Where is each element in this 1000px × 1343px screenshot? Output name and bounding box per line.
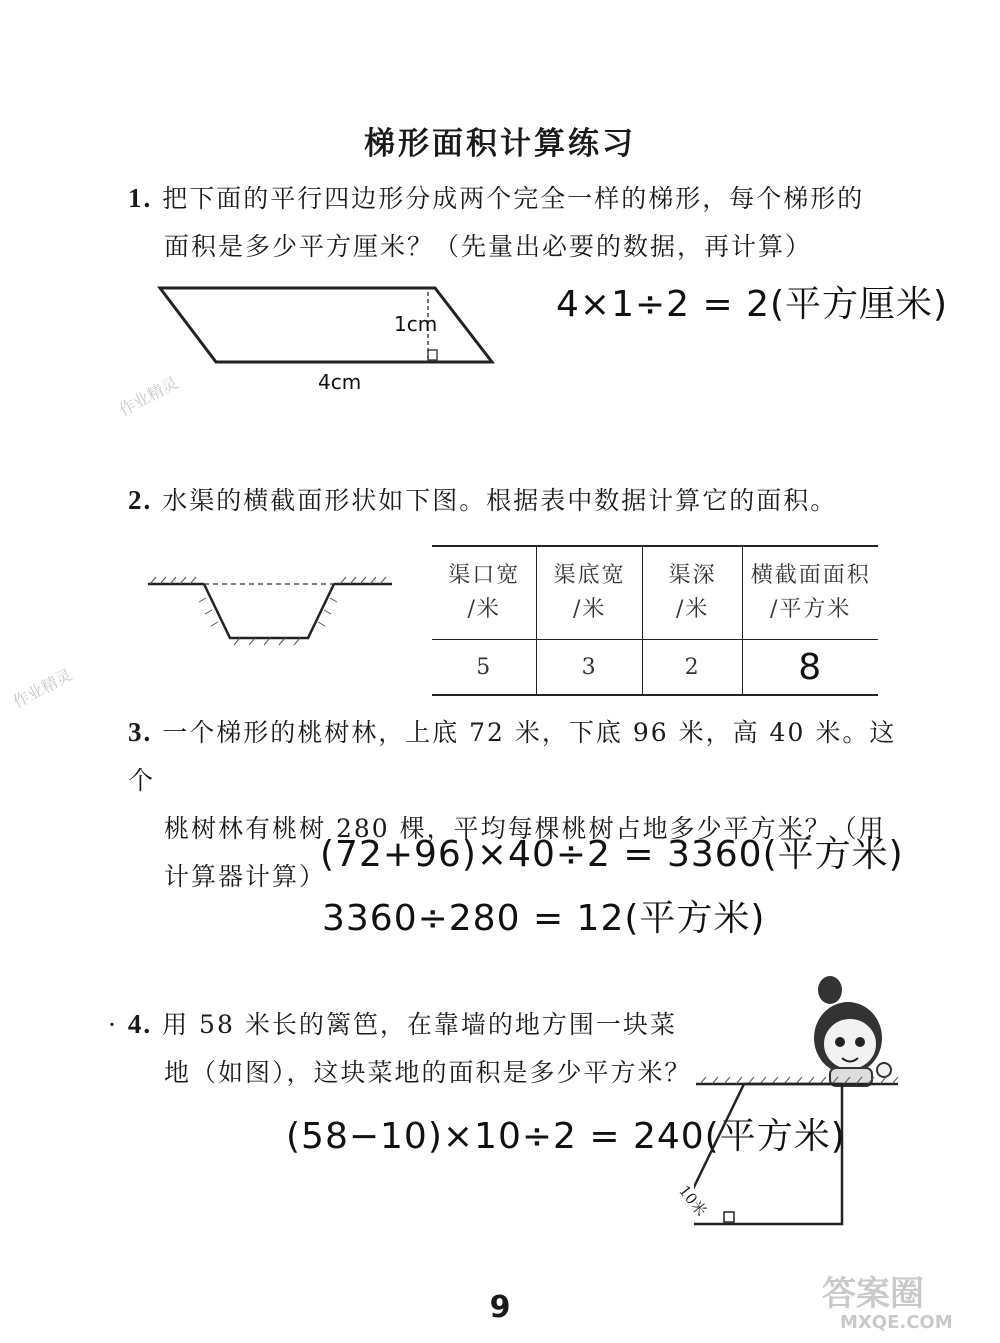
canal-cross-section-figure <box>140 572 400 652</box>
site-logo: 答案圈 <box>822 1274 924 1314</box>
question-2 <box>128 476 908 525</box>
parallelogram-shape <box>160 288 492 362</box>
canal-outline <box>204 584 334 638</box>
page-title: 梯形面积计算练习 <box>364 126 636 162</box>
question-number: 4. <box>127 1009 153 1039</box>
side-label: 10米 <box>675 1181 711 1220</box>
question-text-line: 把下面的平行四边形分成两个完全一样的梯形，每个梯形的 <box>162 184 865 213</box>
answer-1: 4×1÷2 = 2(平方厘米) <box>556 284 949 325</box>
watermark: 作业精灵 <box>115 372 182 420</box>
question-text-line: 一个梯形的桃树林，上底 72 米，下底 96 米，高 40 米。这个 <box>128 718 897 795</box>
question-text-line: 地（如图），这块菜地的面积是多少平方米？ <box>164 1058 692 1087</box>
question-text-line: 面积是多少平方厘米？（先量出必要的数据，再计算） <box>164 232 813 261</box>
table-header-cell: 横截面面积 /平方米 <box>743 547 878 640</box>
question-4: · 4. 用 58 米长的篱笆，在靠墙的地方围一块菜 地（如图），这块菜地的面积是多少平方米？ <box>108 1000 768 1097</box>
answer-4: (58−10)×10÷2 = 240(平方米) <box>286 1116 846 1157</box>
question-text-line: 水渠的横截面形状如下图。根据表中数据计算它的面积。 <box>162 486 838 515</box>
question-number: 1. <box>128 183 153 213</box>
table-header-cell: 渠口宽 /米 <box>432 547 537 640</box>
watermark: 作业精灵 <box>9 664 76 712</box>
height-label: 1cm <box>394 312 438 336</box>
table-cell: 3 <box>537 640 642 695</box>
right-angle-mark <box>428 350 437 360</box>
trapezoid-plot <box>694 1084 842 1224</box>
question-text-line: 用 58 米长的篱笆，在靠墙的地方围一块菜 <box>162 1010 677 1039</box>
question-number: 3. <box>128 717 153 747</box>
answer-3-line-1: (72+96)×40÷2 = 3360(平方米) <box>320 834 904 875</box>
answer-cell: 8 <box>798 646 824 688</box>
page-number: 9 <box>489 1290 511 1325</box>
site-url: MXQE.COM <box>840 1312 953 1333</box>
vegetable-plot-figure <box>694 1074 904 1244</box>
table-row <box>432 640 878 695</box>
table-cell: 5 <box>432 640 537 695</box>
table-header-cell: 渠底宽 /米 <box>537 547 642 640</box>
question-text-line: 计算器计算） <box>164 862 327 891</box>
data-table <box>432 545 878 696</box>
table-cell: 2 <box>642 640 743 695</box>
girl-mascot-illustration <box>790 968 910 1088</box>
table-header-cell: 渠深 /米 <box>642 547 743 640</box>
question-number: 2. <box>128 485 153 515</box>
table-header-row <box>432 547 878 640</box>
base-label: 4cm <box>318 370 362 394</box>
question-text-line: 桃树林有桃树 280 棵，平均每棵桃树占地多少平方米？（用 <box>164 814 886 843</box>
right-angle-mark <box>724 1212 734 1222</box>
answer-3-line-2: 3360÷280 = 12(平方米) <box>322 898 766 939</box>
question-1 <box>128 174 908 271</box>
